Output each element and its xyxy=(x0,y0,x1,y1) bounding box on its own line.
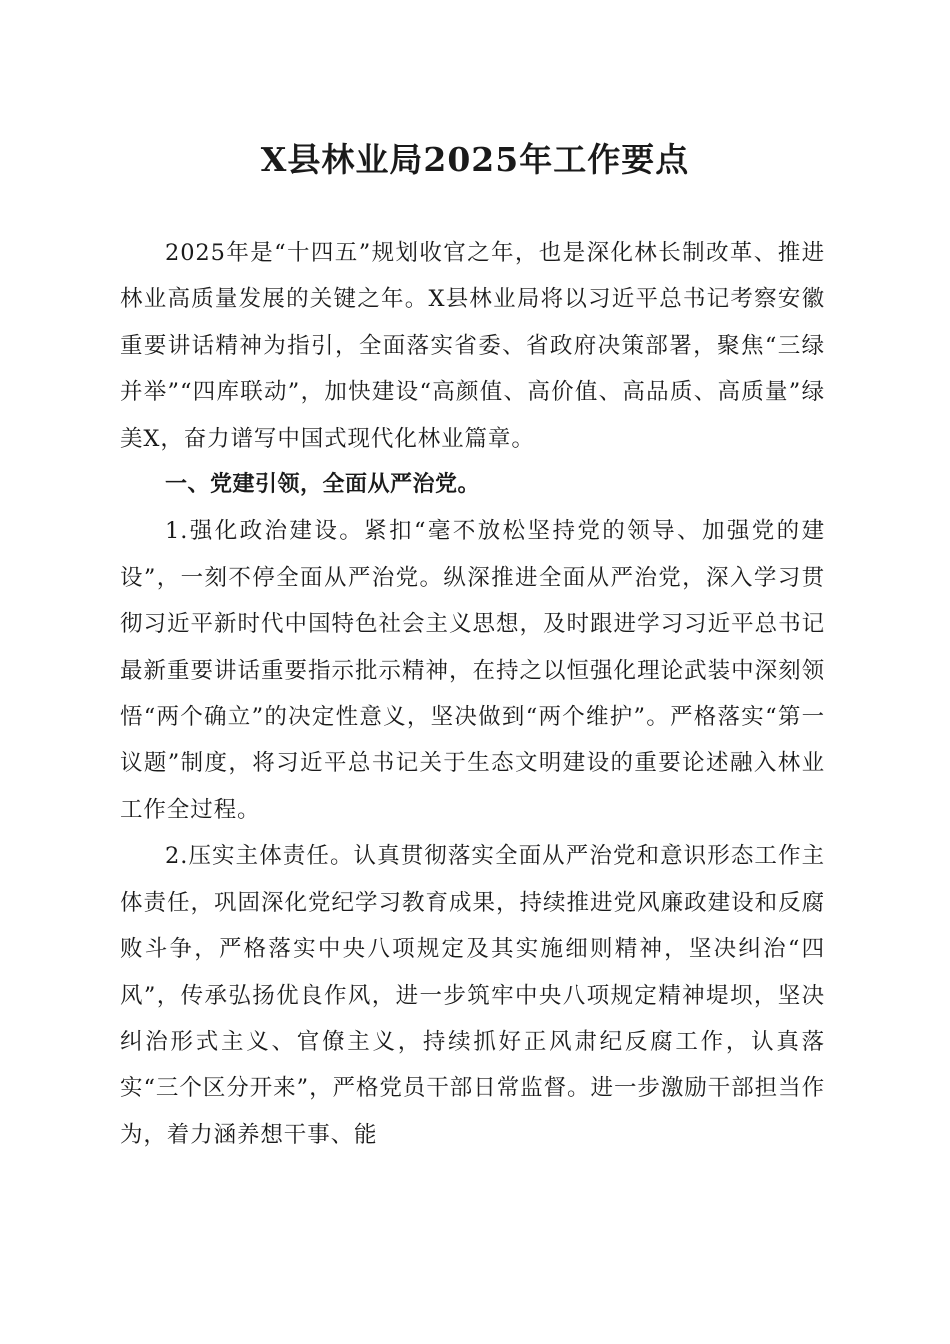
item-paragraph-2: 2.压实主体责任。认真贯彻落实全面从严治党和意识形态工作主体责任，巩固深化党纪学习教育成果，持续推进党风廉政建设和反腐败斗争，严格落实中央八项规定及其实施细则精神，坚决纠治“四风”，传承弘扬优良作风，进一步筑牢中央八项规定精神堤坝，坚决纠治形式主义、官僚主义，持续抓好正风肃纪反腐工作，认真落实“三个区分开来”，严格党员干部日常监督。进一步激励干部担当作为，着力涵养想干事、能 xyxy=(120,843,825,1148)
section-heading-1: 一、党建引领，全面从严治党。 xyxy=(165,472,481,498)
intro-paragraph: 2025年是“十四五”规划收官之年，也是深化林长制改革、推进林业高质量发展的关键之年。X县林业局将以习近平总书记考察安徽重要讲话精神为指引，全面落实省委、省政府决策部署，聚焦“三绿并举”“四库联动”，加快建设“高颜值、高价值、高品质、高质量”绿美X，奋力谱写中国式现代化林业篇章。 xyxy=(120,240,825,452)
item-paragraph-1: 1.强化政治建设。紧扣“毫不放松坚持党的领导、加强党的建设”，一刻不停全面从严治党。纵深推进全面从严治党，深入学习贯彻习近平新时代中国特色社会主义思想，及时跟进学习习近平总书记最新重要讲话重要指示批示精神，在持之以恒强化理论武装中深刻领悟“两个确立”的决定性意义，坚决做到“两个维护”。严格落实“第一议题”制度，将习近平总书记关于生态文明建设的重要论述融入林业工作全过程。 xyxy=(120,518,825,823)
document-body xyxy=(120,230,825,1158)
document-title: X县林业局2025年工作要点 xyxy=(260,140,690,179)
